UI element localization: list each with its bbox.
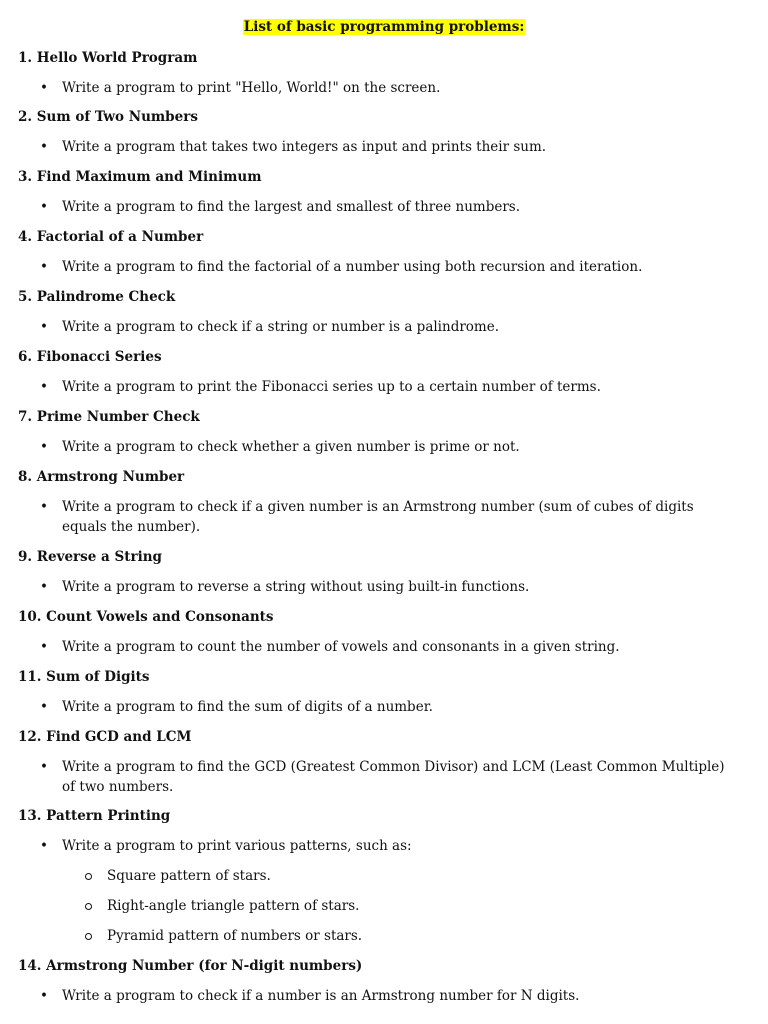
problem-description: Write a program to find the GCD (Greatest Common Divisor) and LCM (Least Common Multiple) of two numbers. bbox=[62, 759, 725, 795]
circle-bullet-icon bbox=[85, 933, 92, 940]
bullet-icon: • bbox=[40, 379, 48, 395]
problem-description: Write a program to count the number of vowels and consonants in a given string. bbox=[62, 639, 620, 655]
bullet-icon: • bbox=[40, 988, 48, 1004]
bullet-icon: • bbox=[40, 439, 48, 455]
bullet-icon: • bbox=[40, 699, 48, 715]
problem-heading: 3. Find Maximum and Minimum bbox=[18, 169, 262, 185]
problem-description: Write a program to print various patterns, such as: bbox=[62, 838, 412, 854]
document-title: List of basic programming problems: bbox=[243, 19, 525, 35]
problem-heading: 13. Pattern Printing bbox=[18, 808, 171, 824]
bullet-icon: • bbox=[40, 499, 48, 515]
bullet-icon: • bbox=[40, 259, 48, 275]
problem-heading: 2. Sum of Two Numbers bbox=[18, 109, 198, 125]
bullet-icon: • bbox=[40, 759, 48, 775]
problem-description: Write a program to print "Hello, World!" on the screen. bbox=[62, 80, 441, 96]
problem-heading: 14. Armstrong Number (for N-digit numbers) bbox=[18, 958, 363, 974]
problem-heading: 7. Prime Number Check bbox=[18, 409, 200, 425]
bullet-icon: • bbox=[40, 139, 48, 155]
circle-bullet-icon bbox=[85, 903, 92, 910]
problem-description: Write a program to find the largest and smallest of three numbers. bbox=[62, 199, 520, 215]
problem-heading: 6. Fibonacci Series bbox=[18, 349, 162, 365]
problem-description: Write a program to check if a given number is an Armstrong number (sum of cubes of digits equals the number). bbox=[62, 499, 694, 535]
bullet-icon: • bbox=[40, 579, 48, 595]
problem-description: Write a program to check if a number is an Armstrong number for N digits. bbox=[62, 988, 580, 1004]
problem-heading: 1. Hello World Program bbox=[18, 50, 198, 66]
bullet-icon: • bbox=[40, 199, 48, 215]
circle-bullet-icon bbox=[85, 873, 92, 880]
problem-heading: 11. Sum of Digits bbox=[18, 669, 150, 685]
problem-heading: 10. Count Vowels and Consonants bbox=[18, 609, 274, 625]
problem-description: Write a program that takes two integers as input and prints their sum. bbox=[62, 139, 547, 155]
problem-heading: 5. Palindrome Check bbox=[18, 289, 176, 305]
problem-description: Write a program to check if a string or number is a palindrome. bbox=[62, 319, 500, 335]
problem-description: Write a program to reverse a string without using built-in functions. bbox=[62, 579, 530, 595]
problem-heading: 4. Factorial of a Number bbox=[18, 229, 204, 245]
problem-description: Write a program to find the factorial of a number using both recursion and iteration. bbox=[62, 259, 643, 275]
problem-heading: 8. Armstrong Number bbox=[18, 469, 185, 485]
bullet-icon: • bbox=[40, 80, 48, 96]
bullet-icon: • bbox=[40, 838, 48, 854]
problem-description: Write a program to print the Fibonacci series up to a certain number of terms. bbox=[62, 379, 601, 395]
bullet-icon: • bbox=[40, 639, 48, 655]
sub-item-text: Pyramid pattern of numbers or stars. bbox=[107, 928, 363, 944]
problem-description: Write a program to find the sum of digits of a number. bbox=[62, 699, 433, 715]
problem-heading: 9. Reverse a String bbox=[18, 549, 162, 565]
problem-heading: 12. Find GCD and LCM bbox=[18, 729, 192, 745]
bullet-icon: • bbox=[40, 319, 48, 335]
sub-item-text: Square pattern of stars. bbox=[107, 868, 271, 884]
problem-description: Write a program to check whether a given number is prime or not. bbox=[62, 439, 520, 455]
sub-item-text: Right-angle triangle pattern of stars. bbox=[107, 898, 360, 914]
